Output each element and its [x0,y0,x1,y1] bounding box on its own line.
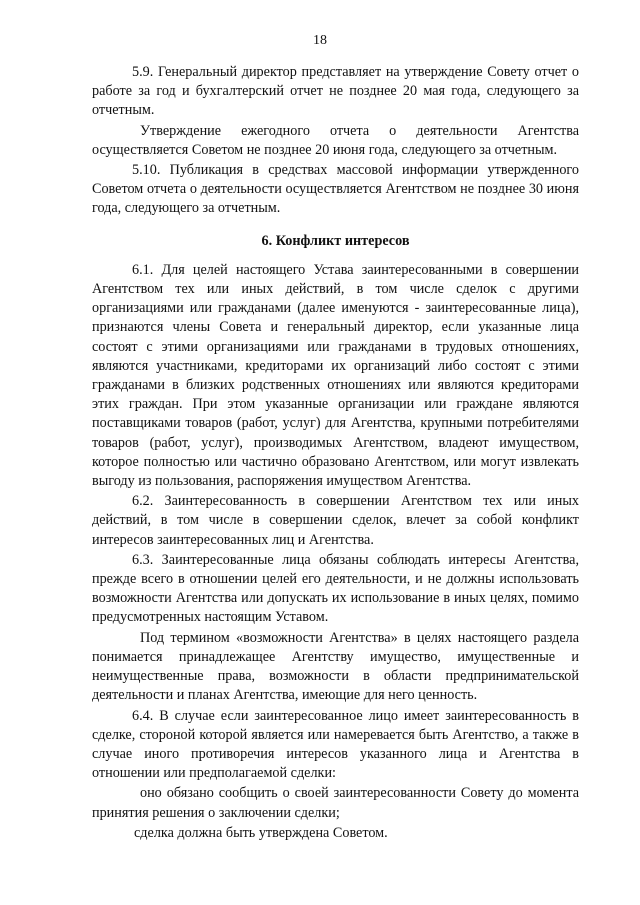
paragraph-6-2: 6.2. Заинтересованность в совершении Агентством тех или иных действий, в том числе в совершении сделок, влечет за собой конфликт интересов заинтересованных лиц и Агентства. [92,493,579,548]
paragraph-5-10: 5.10. Публикация в средствах массовой информации утвержденного Советом отчета о деятельности осуществляется Агентством не позднее 30 июня года, следующего за отчетным. [92,162,579,217]
paragraph-council-approval: сделка должна быть утверждена Советом. [134,824,388,841]
document-body [92,63,579,843]
page-number: 18 [313,33,327,48]
paragraph-6-1: 6.1. Для целей настоящего Устава заинтересованными в совершении Агентством тех или иных действий, в том числе сделок с другими организациями или гражданами (далее именуются - заинтересованные лица), признаются члены Совета и генеральный директор, если указанные лица состоят с этими организациями или гражданами в трудовых отношениях, являются участниками, кредиторами их организаций либо состоят с этими гражданами в близких родственных отношениях или являются кредиторами этих граждан. При этом указанные организации или граждане являются поставщиками товаров (работ, услуг) для Агентства, крупными потребителями товаров (работ, услуг), производимых Агентством, владеют имуществом, которое полностью или частично образовано Агентством, или могут извлекать выгоду из пользования, распоряжения имуществом Агентства. [92,261,579,490]
paragraph-disclosure-obligation: оно обязано сообщить о своей заинтересованности Совету до момента принятия решения о заключении сделки; [92,785,579,821]
section-heading-conflict-of-interest: 6. Конфликт интересов [261,232,410,249]
paragraph-6-4: 6.4. В случае если заинтересованное лицо имеет заинтересованность в сделке, стороной которой является или намеревается быть Агентство, а также в случае иного противоречия интересов указанного лица и Агентства в отношении или предполагаемой сделки: [92,707,579,782]
paragraph-term-definition: Под термином «возможности Агентства» в целях настоящего раздела понимается принадлежащее Агентству имущество, имущественные и неимущественные права, возможности в области предпринимательской деятельности и планах Агентства, имеющие для него ценность. [92,629,579,704]
paragraph-5-9: 5.9. Генеральный директор представляет на утверждение Совету отчет о работе за год и бухгалтерский отчет не позднее 20 мая года, следующего за отчетным. [92,64,579,119]
paragraph-6-3: 6.3. Заинтересованные лица обязаны соблюдать интересы Агентства, прежде всего в отношении целей его деятельности, и не должны использовать возможности Агентства или допускать их использование в иных целях, помимо предусмотренных настоящим Уставом. [92,551,579,626]
paragraph-report-approval: Утверждение ежегодного отчета о деятельности Агентства осуществляется Советом не позднее 20 июня года, следующего за отчетным. [92,122,579,158]
